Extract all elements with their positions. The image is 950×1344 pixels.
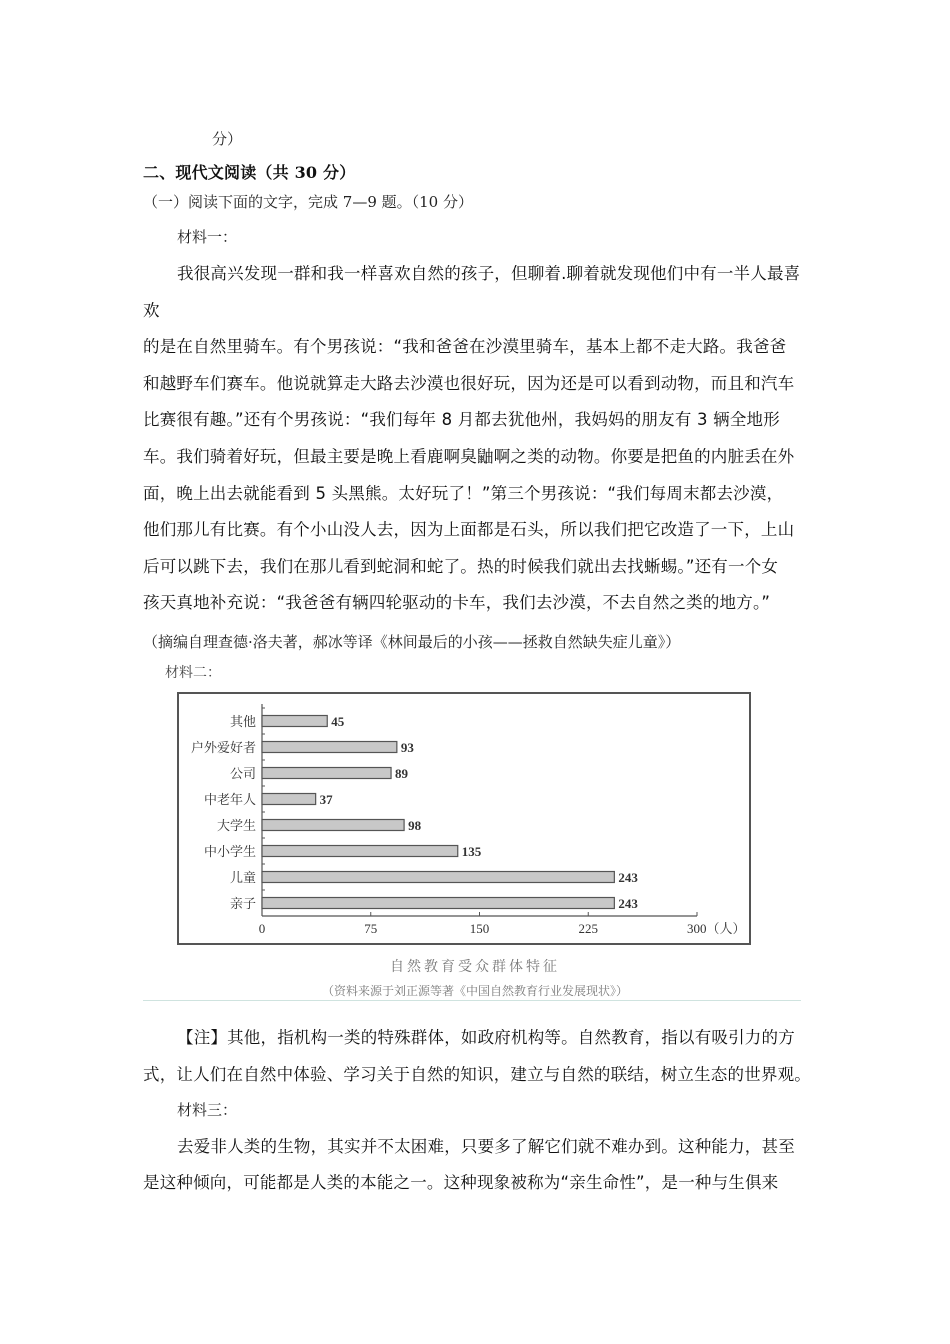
bar-公司: [262, 768, 391, 779]
x-tick-label: 150: [469, 921, 490, 936]
material1-source: （摘编自理查德·洛夫著，郝冰等译《林间最后的小孩——拯救自然缺失症儿童》）: [143, 633, 681, 651]
category-label: 公司: [229, 767, 256, 782]
category-label: 户外爱好者: [190, 741, 256, 756]
data-label: 135: [461, 844, 482, 859]
data-label: 243: [618, 870, 638, 885]
material3-label: 材料三：: [177, 1101, 238, 1119]
bar-其他: [262, 716, 327, 727]
paragraph-line: 面，晚上出去就能看到 5 头黑熊。太好玩了！”第三个男孩说：“我们每周末都去沙漠，: [143, 484, 784, 503]
data-label: 243: [618, 896, 638, 911]
bar-中老年人: [262, 794, 316, 805]
bar-亲子: [262, 898, 614, 909]
paragraph-line: 他们那儿有比赛。有个小山没人去，因为上面都是石头，所以我们把它改造了一下，上山: [143, 520, 795, 539]
x-tick-label: 300（人）: [687, 921, 746, 936]
material1-label: 材料一：: [177, 228, 238, 246]
bar-大学生: [262, 820, 404, 831]
bar-chart: [179, 694, 749, 943]
divider: [143, 1000, 801, 1001]
data-label: 89: [395, 766, 409, 781]
section-heading: 二、现代文阅读（共 30 分）: [143, 163, 356, 182]
category-label: 大学生: [216, 819, 256, 834]
data-label: 93: [400, 740, 414, 755]
x-tick-label: 0: [258, 921, 266, 936]
chart-source: （资料来源于刘正源等著《中国自然教育行业发展现状》）: [321, 984, 628, 998]
category-label: 亲子: [229, 897, 256, 912]
category-label: 中老年人: [203, 793, 256, 808]
x-tick-label: 75: [364, 921, 378, 936]
material2-label: 材料二：: [165, 665, 221, 681]
bar-儿童: [262, 872, 614, 883]
paragraph-line: 车。我们骑着好玩，但最主要是晚上看鹿啊臭鼬啊之类的动物。你要是把鱼的内脏丢在外: [143, 447, 795, 466]
note-line: 【注】其他，指机构一类的特殊群体，如政府机构等。自然教育，指以有吸引力的方: [177, 1028, 795, 1047]
paragraph-line: 后可以跳下去，我们在那儿看到蛇洞和蛇了。热的时候我们就出去找蜥蜴。”还有一个女: [143, 557, 779, 576]
paragraph-line: 和越野车们赛车。他说就算走大路去沙漠也很好玩，因为还是可以看到动物，而且和汽车: [143, 374, 795, 393]
data-label: 37: [319, 792, 333, 807]
data-label: 98: [408, 818, 422, 833]
chart-frame: [177, 692, 751, 945]
category-label: 中小学生: [203, 845, 256, 860]
bar-中小学生: [262, 846, 458, 857]
paragraph-line: 的是在自然里骑车。有个男孩说：“我和爸爸在沙漠里骑车，基本上都不走大路。我爸爸: [143, 337, 787, 356]
category-label: 儿童: [229, 871, 256, 886]
paragraph-line: 孩天真地补充说：“我爸爸有辆四轮驱动的卡车，我们去沙漠，不去自然之类的地方。”: [143, 593, 771, 612]
chart-caption: 自然教育受众群体特征: [390, 959, 560, 975]
paragraph-line: 欢: [143, 301, 160, 320]
paragraph-line: 是这种倾向，可能都是人类的本能之一。这种现象被称为“亲生命性”，是一种与生俱来: [143, 1173, 779, 1192]
category-label: 其他: [229, 715, 256, 730]
x-tick-label: 225: [578, 921, 598, 936]
paragraph-line: 去爱非人类的生物，其实并不太困难，只要多了解它们就不难办到。这种能力，甚至: [177, 1137, 795, 1156]
fragment-top: 分）: [212, 130, 243, 148]
paragraph-line: 比赛很有趣。”还有个男孩说：“我们每年 8 月都去犹他州，我妈妈的朋友有 3 辆全地形: [143, 410, 780, 429]
note-line: 式，让人们在自然中体验、学习关于自然的知识，建立与自然的联结，树立生态的世界观。: [143, 1065, 811, 1084]
paragraph-line: 我很高兴发现一群和我一样喜欢自然的孩子，但聊着.聊着就发现他们中有一半人最喜: [177, 264, 801, 283]
bar-户外爱好者: [262, 742, 397, 753]
sub-heading: （一）阅读下面的文字，完成 7—9 题。（10 分）: [143, 193, 473, 211]
data-label: 45: [331, 714, 345, 729]
